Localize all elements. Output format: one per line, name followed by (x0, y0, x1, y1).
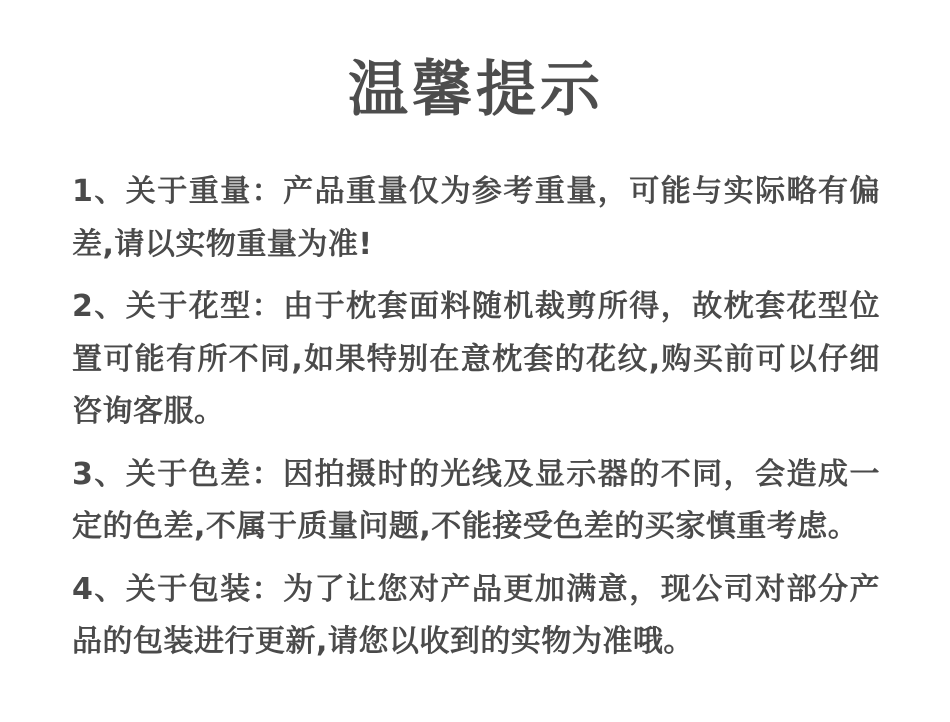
page-title: 温馨提示 (348, 55, 604, 125)
notice-item-weight: 1、关于重量：产品重量仅为参考重量，可能与实际略有偏差,请以实物重量为准! (72, 174, 880, 262)
notice-item-color-difference: 3、关于色差：因拍摄时的光线及显示器的不同，会造成一定的色差,不属于质量问题,不能接受色差的买家慎重考虑。 (72, 456, 880, 544)
notice-item-pattern: 2、关于花型：由于枕套面料随机裁剪所得，故枕套花型位置可能有所不同,如果特别在意枕套的花纹,购买前可以仔细咨询客服。 (72, 289, 880, 429)
notice-item-packaging: 4、关于包装：为了让您对产品更加满意，现公司对部分产品的包装进行更新,请您以收到的实物为准哦。 (72, 571, 880, 659)
notice-list (72, 166, 880, 669)
